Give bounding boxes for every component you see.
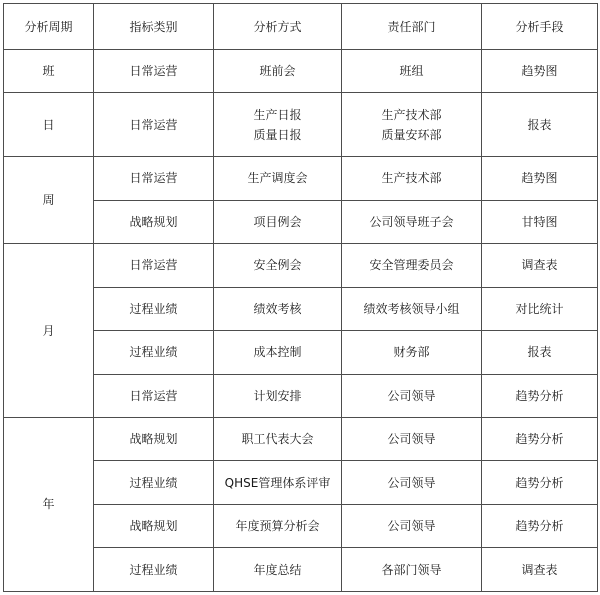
table-row: [4, 93, 598, 157]
department-line: 公司领导: [387, 519, 436, 534]
department-line: 公司领导: [387, 475, 436, 490]
method-line: 班前会: [259, 64, 296, 79]
header-department: 责任部门: [342, 4, 482, 50]
department-line: 公司领导班子会: [369, 214, 454, 229]
method-cell: [214, 418, 342, 461]
header-method: 分析方式: [214, 4, 342, 50]
tool-cell: 趋势分析: [482, 505, 598, 548]
tool-cell: 调查表: [482, 548, 598, 592]
method-cell: [214, 548, 342, 592]
method-cell: [214, 93, 342, 157]
header-period: 分析周期: [4, 4, 94, 50]
tool-cell: 趋势分析: [482, 418, 598, 461]
category-cell: 过程业绩: [94, 331, 214, 374]
header-category: 指标类别: [94, 4, 214, 50]
period-cell: 月: [4, 244, 94, 418]
method-line: 计划安排: [253, 388, 302, 403]
tool-cell: 甘特图: [482, 201, 598, 244]
method-cell: [214, 461, 342, 504]
department-line: 生产技术部: [381, 107, 442, 122]
department-cell: [342, 157, 482, 200]
tool-cell: 趋势图: [482, 157, 598, 200]
table-row: [4, 201, 598, 244]
method-line: 年度预算分析会: [235, 519, 320, 534]
method-cell: [214, 201, 342, 244]
category-cell: 日常运营: [94, 375, 214, 418]
department-cell: [342, 548, 482, 592]
table-row: [4, 461, 598, 504]
method-line: QHSE管理体系评审: [224, 475, 331, 490]
table-row: [4, 418, 598, 461]
category-cell: 日常运营: [94, 50, 214, 93]
category-cell: 日常运营: [94, 244, 214, 287]
category-cell: 日常运营: [94, 93, 214, 157]
department-cell: [342, 50, 482, 93]
method-cell: [214, 244, 342, 287]
table-body: [4, 50, 598, 592]
header-row: [4, 4, 598, 50]
department-line: 安全管理委员会: [369, 258, 454, 273]
method-cell: [214, 505, 342, 548]
tool-cell: 趋势分析: [482, 375, 598, 418]
period-cell: 班: [4, 50, 94, 93]
department-line: 班组: [399, 64, 424, 79]
department-cell: [342, 93, 482, 157]
department-line: 各部门领导: [381, 562, 442, 577]
department-cell: [342, 288, 482, 331]
method-cell: [214, 331, 342, 374]
table-row: [4, 244, 598, 287]
department-line: 公司领导: [387, 432, 436, 447]
header-tool: 分析手段: [482, 4, 598, 50]
department-cell: [342, 331, 482, 374]
table-row: [4, 157, 598, 200]
department-cell: [342, 375, 482, 418]
analysis-table: [3, 3, 598, 592]
tool-cell: 趋势分析: [482, 461, 598, 504]
department-line: 公司领导: [387, 388, 436, 403]
department-line: 绩效考核领导小组: [363, 301, 460, 316]
department-line: 财务部: [393, 345, 430, 360]
method-cell: [214, 157, 342, 200]
category-cell: 过程业绩: [94, 548, 214, 592]
method-cell: [214, 375, 342, 418]
category-cell: 过程业绩: [94, 288, 214, 331]
department-line: 生产技术部: [381, 171, 442, 186]
table-row: [4, 505, 598, 548]
method-line: 项目例会: [253, 214, 302, 229]
method-cell: [214, 288, 342, 331]
category-cell: 日常运营: [94, 157, 214, 200]
method-cell: [214, 50, 342, 93]
table-row: [4, 50, 598, 93]
department-cell: [342, 418, 482, 461]
method-line: 绩效考核: [253, 301, 302, 316]
table-row: [4, 548, 598, 592]
tool-cell: 调查表: [482, 244, 598, 287]
period-cell: 日: [4, 93, 94, 157]
category-cell: 战略规划: [94, 505, 214, 548]
period-cell: 周: [4, 157, 94, 244]
table-header: [4, 4, 598, 50]
table-row: [4, 288, 598, 331]
department-cell: [342, 201, 482, 244]
tool-cell: 对比统计: [482, 288, 598, 331]
method-line: 职工代表大会: [241, 432, 314, 447]
department-line: 质量安环部: [381, 127, 442, 142]
tool-cell: 趋势图: [482, 50, 598, 93]
period-cell: 年: [4, 418, 94, 592]
method-line: 生产调度会: [247, 171, 308, 186]
method-line: 成本控制: [253, 345, 302, 360]
table-row: [4, 375, 598, 418]
method-line: 生产日报: [253, 107, 302, 122]
category-cell: 战略规划: [94, 201, 214, 244]
method-line: 安全例会: [253, 258, 302, 273]
category-cell: 战略规划: [94, 418, 214, 461]
department-cell: [342, 505, 482, 548]
method-line: 质量日报: [253, 127, 302, 142]
tool-cell: 报表: [482, 331, 598, 374]
tool-cell: 报表: [482, 93, 598, 157]
department-cell: [342, 244, 482, 287]
department-cell: [342, 461, 482, 504]
method-line: 年度总结: [253, 562, 302, 577]
table-row: [4, 331, 598, 374]
category-cell: 过程业绩: [94, 461, 214, 504]
